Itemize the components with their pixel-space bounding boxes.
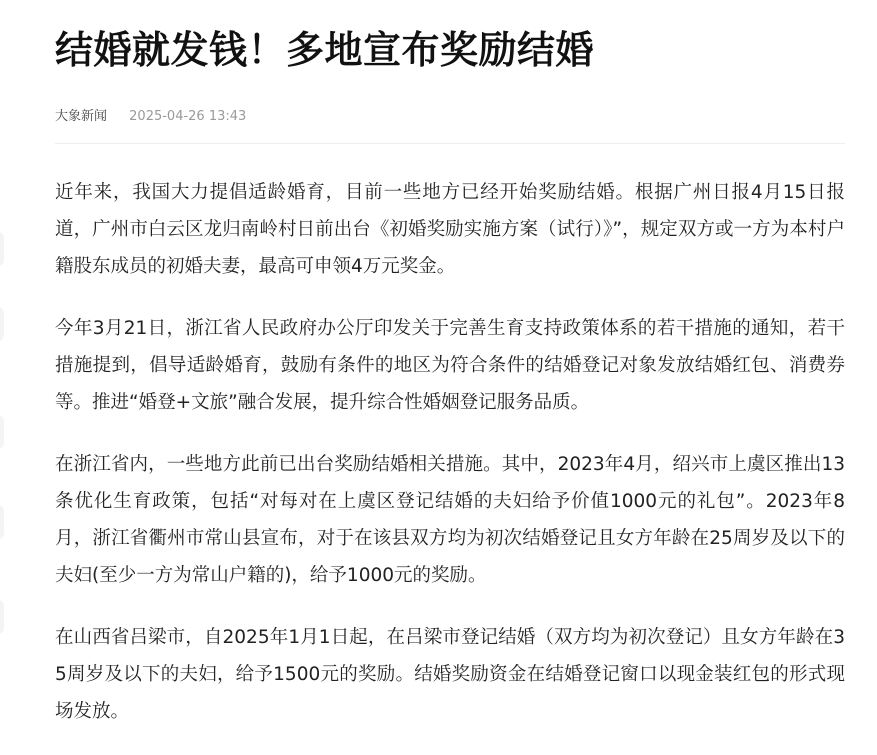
article-meta bbox=[55, 108, 845, 126]
article-body bbox=[55, 174, 845, 730]
edge-mark bbox=[0, 600, 4, 634]
news-article bbox=[55, 22, 845, 755]
meta-divider bbox=[55, 143, 845, 144]
article-paragraph-2: 今年3月21日，浙江省人民政府办公厅印发关于完善生育支持政策体系的若干措施的通知，若干措施提到，倡导适龄婚育，鼓励有条件的地区为符合条件的结婚登记对象发放结婚红包、消费券等。推进“婚登+文旅”融合发展，提升综合性婚姻登记服务品质。 bbox=[55, 318, 845, 413]
article-paragraph-4: 在山西省吕梁市，自2025年1月1日起，在吕梁市登记结婚（双方均为初次登记）且女方年龄在35周岁及以下的夫妇，给予1500元的奖励。结婚奖励资金在结婚登记窗口以现金装红包的形式现场发放。 bbox=[55, 627, 845, 722]
edge-mark bbox=[0, 232, 4, 266]
edge-mark bbox=[0, 415, 4, 449]
edge-mark bbox=[0, 505, 4, 539]
left-edge-decoration bbox=[0, 0, 6, 701]
article-source[interactable]: 大象新闻 bbox=[55, 109, 108, 124]
article-timestamp: 2025-04-26 13:43 bbox=[129, 109, 247, 124]
article-paragraph-3: 在浙江省内，一些地方此前已出台奖励结婚相关措施。其中，2023年4月，绍兴市上虞区推出13条优化生育政策，包括“对每对在上虞区登记结婚的夫妇给予价值1000元的礼包”。2023年8月，浙江省衢州市常山县宣布，对于在该县双方均为初次结婚登记且女方年龄在25周岁及以下的夫妇(至少一方为常山户籍的)，给予1000元的奖励。 bbox=[55, 454, 845, 586]
article-title: 结婚就发钱！多地宣布奖励结婚 bbox=[55, 28, 595, 72]
edge-mark bbox=[0, 307, 4, 341]
article-paragraph-1: 近年来，我国大力提倡适龄婚育，目前一些地方已经开始奖励结婚。根据广州日报4月15日报道，广州市白云区龙归南岭村日前出台《初婚奖励实施方案（试行）》”，规定双方或一方为本村户籍股东成员的初婚夫妻，最高可申领4万元奖金。 bbox=[55, 182, 845, 277]
